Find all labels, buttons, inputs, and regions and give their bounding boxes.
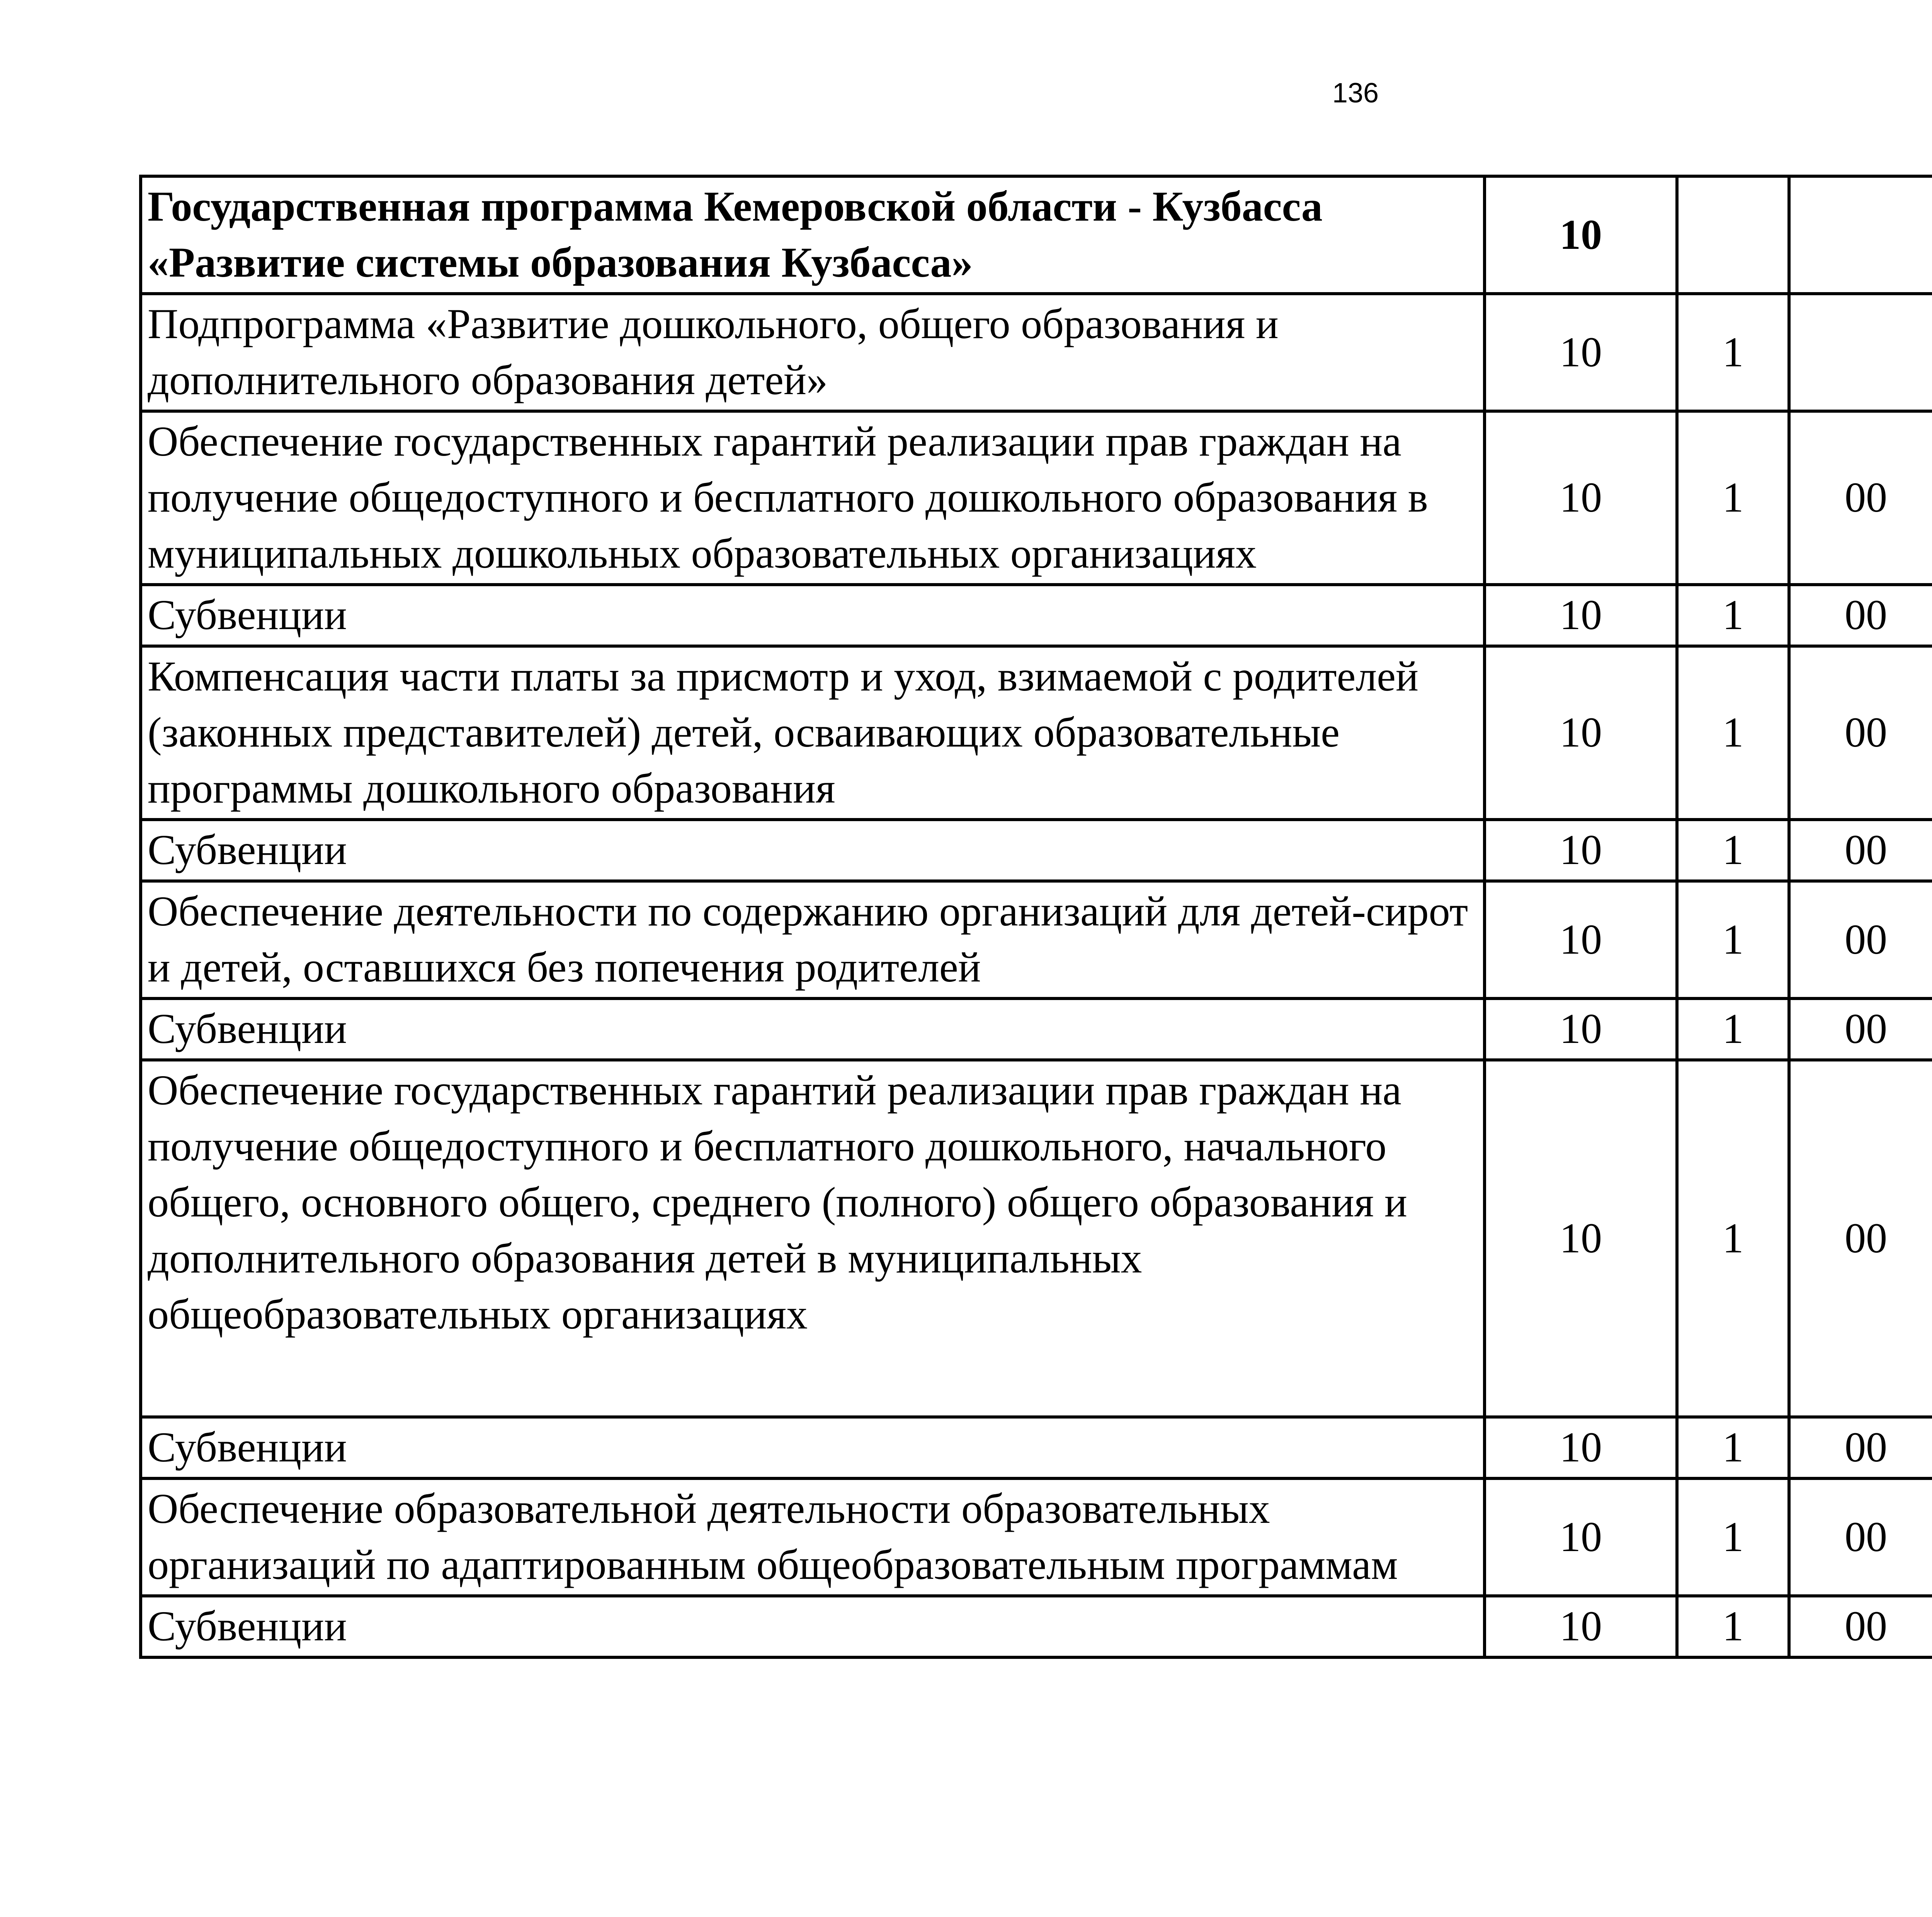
row-code-2: 1: [1677, 294, 1789, 411]
row-code-2: 1: [1677, 881, 1789, 998]
row-name: Субвенции: [141, 1417, 1485, 1478]
page-number: 136: [1332, 78, 1379, 109]
row-code-3: [1789, 294, 1932, 411]
table-row: [141, 998, 1932, 1060]
table-row: [141, 646, 1932, 820]
row-name: Обеспечение образовательной деятельности образовательных организаций по адаптированным общеобразовательным программам: [141, 1478, 1485, 1596]
row-name: Подпрограмма «Развитие дошкольного, общего образования и дополнительного образования детей»: [141, 294, 1485, 411]
row-code-1: 10: [1485, 176, 1677, 294]
row-code-2: 1: [1677, 1478, 1789, 1596]
budget-table: [139, 175, 1932, 1659]
row-code-2: 1: [1677, 585, 1789, 646]
row-code-3: 00: [1789, 1060, 1932, 1417]
row-name: Субвенции: [141, 1596, 1485, 1657]
table-row: [141, 176, 1932, 294]
row-code-2: 1: [1677, 646, 1789, 820]
row-code-2: 1: [1677, 1060, 1789, 1417]
row-code-2: [1677, 176, 1789, 294]
row-code-1: 10: [1485, 1060, 1677, 1417]
row-code-1: 10: [1485, 998, 1677, 1060]
row-code-3: 00: [1789, 820, 1932, 881]
table-row: [141, 1060, 1932, 1417]
row-name: Субвенции: [141, 820, 1485, 881]
row-name: Субвенции: [141, 998, 1485, 1060]
row-code-3: [1789, 176, 1932, 294]
table-row: [141, 881, 1932, 998]
row-code-1: 10: [1485, 411, 1677, 585]
row-name: Государственная программа Кемеровской области - Кузбасса «Развитие системы образования Кузбасса»: [141, 176, 1485, 294]
row-code-1: 10: [1485, 1596, 1677, 1657]
row-code-1: 10: [1485, 820, 1677, 881]
row-name: Компенсация части платы за присмотр и уход, взимаемой с родителей (законных представителей) детей, осваивающих образовательные программы дошкольного образования: [141, 646, 1485, 820]
table-row: [141, 585, 1932, 646]
row-code-3: 00: [1789, 1417, 1932, 1478]
row-code-3: 00: [1789, 998, 1932, 1060]
row-code-3: 00: [1789, 1596, 1932, 1657]
table-row: [141, 1417, 1932, 1478]
row-code-2: 1: [1677, 820, 1789, 881]
row-code-3: 00: [1789, 646, 1932, 820]
row-code-1: 10: [1485, 1478, 1677, 1596]
row-code-2: 1: [1677, 411, 1789, 585]
row-code-1: 10: [1485, 294, 1677, 411]
row-code-1: 10: [1485, 881, 1677, 998]
row-code-1: 10: [1485, 585, 1677, 646]
row-code-3: 00: [1789, 881, 1932, 998]
row-name: Обеспечение государственных гарантий реализации прав граждан на получение общедоступного и бесплатного дошкольного, начального общего, основного общего, среднего (полного) общего образования и дополнительного образования детей в муниципальных общеобразовательных организациях: [141, 1060, 1485, 1417]
row-code-3: 00: [1789, 411, 1932, 585]
row-code-2: 1: [1677, 1596, 1789, 1657]
table-row: [141, 411, 1932, 585]
row-code-2: 1: [1677, 1417, 1789, 1478]
row-code-1: 10: [1485, 1417, 1677, 1478]
table-row: [141, 1596, 1932, 1657]
row-name: Субвенции: [141, 585, 1485, 646]
row-code-2: 1: [1677, 998, 1789, 1060]
row-code-1: 10: [1485, 646, 1677, 820]
row-code-3: 00: [1789, 1478, 1932, 1596]
row-name: Обеспечение деятельности по содержанию организаций для детей-сирот и детей, оставшихся без попечения родителей: [141, 881, 1485, 998]
table-row: [141, 820, 1932, 881]
table-row: [141, 294, 1932, 411]
row-code-3: 00: [1789, 585, 1932, 646]
row-name: Обеспечение государственных гарантий реализации прав граждан на получение общедоступного и бесплатного дошкольного образования в муниципальных дошкольных образовательных организациях: [141, 411, 1485, 585]
table-row: [141, 1478, 1932, 1596]
